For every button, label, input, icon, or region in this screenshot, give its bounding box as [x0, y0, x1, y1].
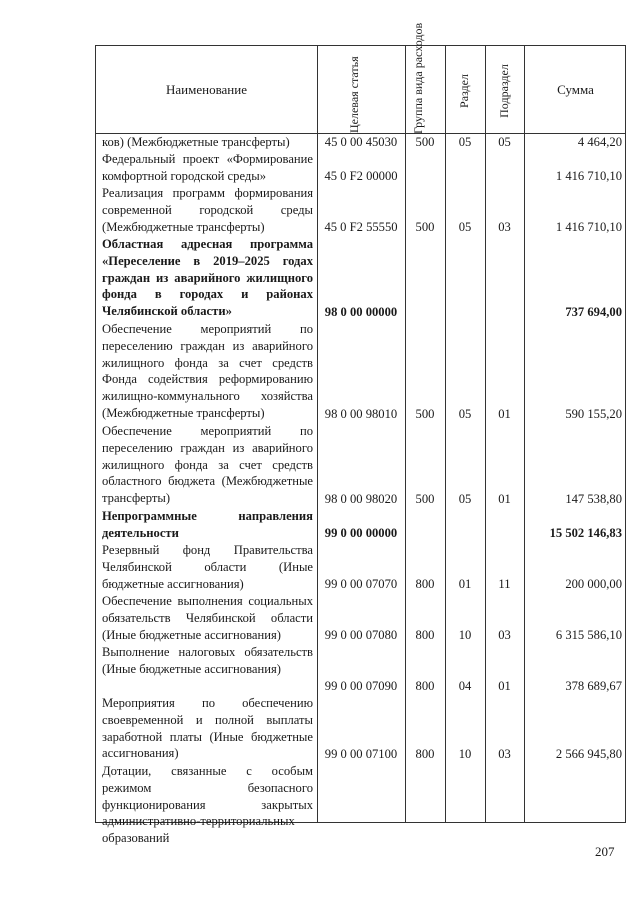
column-divider: [445, 46, 446, 822]
row-group: 800: [415, 747, 435, 761]
row-code: 98 0 00 98020: [324, 492, 398, 506]
row-group: 800: [415, 577, 435, 591]
row-subsection: 03: [498, 628, 511, 642]
row-sum: 147 538,80: [565, 492, 622, 506]
row-name: Обеспечение выполнения социальных обязательств Челябинской области (Иные бюджетные ассигнования): [102, 594, 313, 642]
row-sum: 737 694,00: [565, 305, 622, 319]
row-group: 800: [415, 628, 435, 642]
row-sum: 4 464,20: [577, 135, 622, 149]
row-sum: 200 000,00: [565, 577, 622, 591]
row-section: 05: [458, 407, 472, 421]
row-name: Обеспечение мероприятий по переселению граждан из аварийного жилищного фонда за счет средств областного бюджета (Межбюджетные трансферты): [102, 424, 313, 506]
row-section: 10: [458, 747, 472, 761]
row-code: 99 0 00 07080: [324, 628, 398, 642]
row-section: 05: [458, 220, 472, 234]
row-code: 99 0 00 00000: [324, 526, 398, 540]
row-subsection: 11: [498, 577, 511, 591]
row-sum: 6 315 586,10: [555, 628, 622, 642]
row-section: 05: [458, 492, 472, 506]
page-number: 207: [595, 844, 615, 859]
row-subsection: 01: [498, 407, 511, 421]
row-code: 45 0 00 45030: [324, 135, 398, 149]
header-target: Целевая статья: [347, 56, 361, 133]
row-group: 500: [415, 135, 435, 149]
row-name: Мероприятия по обеспечению своевременной и полной выплаты заработной платы (Иные бюджетные ассигнования): [102, 696, 313, 761]
row-name: Обеспечение мероприятий по переселению граждан из аварийного жилищного фонда за счет средств Фонда содействия реформированию жилищно-коммунального хозяйства (Межбюджетные трансферты): [102, 322, 313, 420]
row-code: 45 0 F2 00000: [324, 169, 398, 183]
row-sum: 590 155,20: [565, 407, 622, 421]
column-divider: [485, 46, 486, 822]
row-name-bold: Непрограммные направления деятельности: [102, 509, 313, 540]
row-group: 500: [415, 492, 435, 506]
row-name: Федеральный проект «Формирование комфортной городской среды»: [102, 152, 313, 183]
row-name: Выполнение налоговых обязательств (Иные бюджетные ассигнования): [102, 645, 313, 676]
row-name: Реализация программ формирования современной городской среды (Межбюджетные трансферты): [102, 186, 313, 234]
row-code: 98 0 00 00000: [324, 305, 398, 319]
header-group: Группа вида расходов: [411, 22, 425, 134]
header-section: Раздел: [457, 74, 471, 108]
row-code: 45 0 F2 55550: [324, 220, 398, 234]
row-code: 99 0 00 07100: [324, 747, 398, 761]
row-section: 10: [458, 628, 472, 642]
row-code: 99 0 00 07070: [324, 577, 398, 591]
row-code: 99 0 00 07090: [324, 679, 398, 693]
header-sum: Сумма: [557, 82, 594, 97]
row-subsection: 01: [498, 679, 511, 693]
row-sum: 2 566 945,80: [555, 747, 622, 761]
row-sum: 1 416 710,10: [555, 220, 622, 234]
column-divider: [405, 46, 406, 822]
row-subsection: 05: [498, 135, 511, 149]
header-subsection: Подраздел: [497, 64, 511, 118]
row-section: 05: [458, 135, 472, 149]
row-name: ков) (Межбюджетные трансферты): [102, 135, 290, 149]
row-group: 500: [415, 407, 435, 421]
row-group: 800: [415, 679, 435, 693]
budget-table: [95, 22, 626, 846]
header-name: Наименование: [166, 82, 247, 97]
column-divider: [317, 46, 318, 822]
row-sum: 378 689,67: [565, 679, 622, 693]
row-section: 04: [458, 679, 472, 693]
row-sum: 15 502 146,83: [549, 526, 622, 540]
row-name: Резервный фонд Правительства Челябинской области (Иные бюджетные ассигнования): [102, 543, 313, 591]
row-subsection: 01: [498, 492, 511, 506]
row-subsection: 03: [498, 747, 511, 761]
row-code: 98 0 00 98010: [324, 407, 398, 421]
row-name-bold: Областная адресная программа «Переселение в 2019–2025 годах граждан из аварийного жилищного фонда в городах и районах Челябинской области»: [102, 237, 313, 319]
row-name: Дотации, связанные с особым режимом безопасного функционирования закрытых административно-территориальных образований: [102, 764, 313, 846]
row-subsection: 03: [498, 220, 511, 234]
row-group: 500: [415, 220, 435, 234]
row-section: 01: [458, 577, 472, 591]
column-divider: [524, 46, 525, 822]
row-sum: 1 416 710,10: [555, 169, 622, 183]
